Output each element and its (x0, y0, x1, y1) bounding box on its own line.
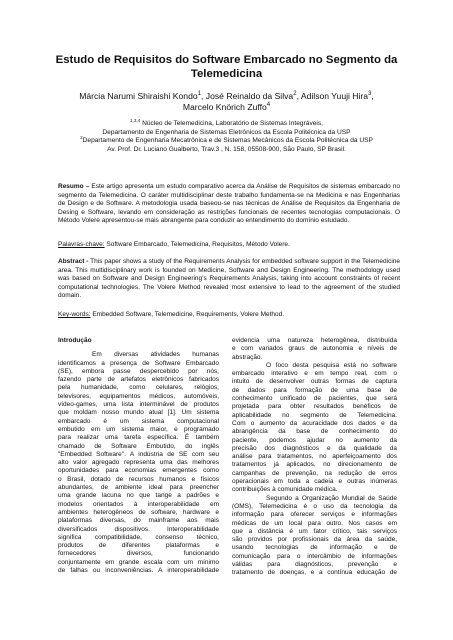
text-line: (OMS), Telemedicina é o uso da tecnologia da (232, 502, 397, 510)
text-line: paciente, podemos ajudar no aumento da (232, 436, 397, 444)
author-4: Marcelo Knörich Zuffo (182, 102, 267, 112)
author-1-sup: 1 (197, 91, 201, 98)
text-line: significa compatibilidade, consenso técnico, (58, 533, 219, 541)
text-line: aplicabilidade no segmento de Telemedicina. (232, 411, 397, 419)
affiliation-line-4: Av. Prof. Dr. Luciano Gualberto, Trav.3 , N. 158, 05508-900, São Paulo, SP Brasil. (107, 145, 346, 153)
abstract-paragraph (58, 258, 400, 301)
author-2-sup: 2 (293, 91, 297, 98)
text-line: oportunidades para economias emergentes como (58, 467, 219, 475)
text-line: precisão dos diagnósticos e da qualidade da (232, 444, 397, 452)
author-3-comma: , (371, 91, 374, 101)
resumo-label: Resumo – (58, 183, 90, 190)
author-4-sup: 4 (266, 102, 271, 109)
text-line: campanhas de prevenção, na redução de erros (232, 469, 397, 477)
affiliations (40, 117, 413, 154)
palavras-chave-label: Palavras-chave: (58, 241, 105, 248)
affiliation-sup-1: 1,3,4 (129, 117, 141, 123)
affiliation-line-3 (40, 137, 413, 146)
body-column-left (58, 337, 219, 575)
text-line: televisores, equipamentos médicos, automóveis, (58, 392, 219, 400)
text-line: que moldam nosso mundo atual [1]. Um sistema (58, 409, 219, 417)
text-line: chamado de Software Embutido, do inglês (58, 442, 219, 450)
text-line: embarcado é um sistema computacional (58, 417, 219, 425)
keywords-label: Key-words: (58, 311, 91, 318)
title-line-1: Estudo de Requisitos do Software Embarcado no Segmento da (55, 54, 398, 66)
text-line: informação para oferecer serviços e informações (232, 511, 397, 519)
abstract-text: This paper shows a study of the Requirements Analysis for embedded software support in the Telemedicine area. This multidisciplinary work is founded on Medicine, Software and Design Engineering. The methodology used was based on Software and Design Engineering’s Requirements Analysis, taking into account constraints of recent computational technologies. The Volere Method revealed most extensive to lead to the agreement of the studied domain. (58, 258, 400, 299)
text-line: de dados para formação de uma base de (232, 386, 397, 394)
affiliation-line-2: Departamento de Engenharia de Sistemas Eletrônicos da Escola Politécnica da USP (102, 128, 351, 136)
text-line: plataformas diversas, do mainframe aos mais (58, 517, 219, 525)
text-line: abundantes, de ambiente ideal para preencher (58, 484, 219, 492)
text-line: operacionais em toda a cadeia e outras inúmeras (232, 478, 397, 486)
affiliation-line-1 (40, 117, 413, 129)
text-line: uma grande lacuna no que tange a padrões e (58, 492, 219, 500)
text-line: que a distância é um fator crítico, tais serviços (232, 527, 397, 535)
text-line: conhecimento unificado de pacientes, que será (232, 395, 397, 403)
text-line: usando tecnologias de informação e de (232, 544, 397, 552)
affiliation-text-3: Departamento de Engenharia Mecatrônica e de Sistemas Mecânicos da Escola Politécnica da USP (82, 137, 373, 145)
authors-line-1 (40, 91, 413, 102)
text-line: médicas de um local para outro. Nos casos em (232, 519, 397, 527)
text-line: e com variados graus de autonomia e níveis de (232, 345, 397, 353)
text-line: identificamos a presença de Software Embarcado (58, 359, 219, 367)
text-line: projetada para obter resultados benéficos de (232, 403, 397, 411)
text-line: para realizar uma tarefa específica. É também (58, 434, 219, 442)
text-line: o Brasil, dotado de recursos humanos e físicos (58, 475, 219, 483)
body-column-right (232, 337, 397, 578)
author-3: , Adilson Yuuji Hira (296, 91, 369, 101)
text-line: análise para tratamentos, no aperfeiçoamento dos (232, 453, 397, 461)
text-line: de falhas ou inconveniências. A interoperabilidade (58, 567, 219, 575)
text-line: abrangência da base de conhecimento do (232, 428, 397, 436)
affiliation-text-1: Núcleo de Telemedicina, Laboratório de Sistemas Integráveis, (140, 120, 324, 127)
authors-line-2 (40, 102, 413, 113)
text-line: modelos orientados à interoperabilidade em (58, 500, 219, 508)
resumo-paragraph (58, 183, 400, 226)
text-line: vídeo-games, uma lista interminável de produtos (58, 401, 219, 409)
palavras-chave-line (58, 241, 400, 250)
author-2: , José Reinaldo da Silva (201, 91, 294, 101)
abstract-label: Abstract - (58, 258, 89, 265)
text-line: são providos por profissionais da área da saúde, (232, 536, 397, 544)
text-line: evidencia uma natureza heterogênea, distribuída (232, 337, 397, 344)
text-line: válidas para diagnósticos, prevenção e (232, 561, 397, 569)
palavras-chave-text: Software Embarcado, Telemedicina, Requisitos, Método Volere. (104, 241, 290, 248)
resumo-text: Este artigo apresenta um estudo comparativo acerca da Análise de Requisitos de sistemas embarcado no segmento da Telemedicina. O caráter multidisciplinar deste trabalho fundamenta-se na Medicina e nas Engenharias de Design e de Software. A metodologia usada baseou-se nas técnicas de Análise de Requisitos da Engenharia de Desing e Software, levando em consideração as restrições funcionais de recentes tecnologias computacionais. O Método Volere apresentou-se mais abrangente para conduzir ao entendimento do domínio estudado. (58, 183, 400, 224)
text-line: diversificados dispositivos. Interoperabilidade (58, 525, 219, 533)
text-line: Segundo a Organização Mundial de Saúde (266, 494, 397, 502)
text-line: conjuntamente em grande escala com um mínimo (58, 558, 219, 566)
text-line: tratamento de doenças, e a contínua educação de (232, 569, 397, 577)
text-line: O foco desta pesquisa está no software (266, 361, 397, 369)
text-line: alto valor agregado representa uma das melhores (58, 459, 219, 467)
text-line: contribuições à comunidade médica. (232, 486, 338, 494)
text-line: comunicação para o intercâmbio de informações (232, 552, 397, 560)
author-1: Márcia Narumi Shiraishi Kondo (79, 91, 198, 101)
paper-title (40, 53, 413, 81)
author-list (40, 91, 413, 113)
text-line: fornecedores diversos, funcionando (58, 550, 219, 558)
text-line: embarcado interativo e em tempo real, com o (232, 370, 397, 378)
text-line: ambientes heterogêneos de software, hardware e (58, 508, 219, 516)
text-line: Com o aumento da acuracidade dos dados e da (232, 419, 397, 427)
text-line: (SE), embora passe despercebido por nós, (58, 367, 219, 375)
section-heading-introducao: Introdução (58, 337, 92, 344)
text-line: tratamentos já aplicados, no direcionamento de (232, 461, 397, 469)
text-line: produtos de diferentes plataformas e (58, 542, 219, 550)
affiliation-sup-2: 2 (80, 135, 83, 140)
text-line: embutido em um sistema maior, e programado (58, 425, 219, 433)
text-line: fazendo parte de artefatos eletrônicos fabricados (58, 376, 219, 384)
author-3-sup: 3 (368, 91, 372, 98)
keywords-line (58, 311, 400, 320)
title-line-2: Telemedicina (190, 68, 263, 80)
text-line: "Embedded Software". A indústria de SE com seu (58, 450, 219, 458)
keywords-text: Embedded Software, Telemedicine, Requirements, Volere Method. (90, 311, 285, 318)
text-line: pela humanidade, como celulares, relógios, (58, 384, 219, 392)
text-line: intuito de desenvolver outras formas de captura (232, 378, 397, 386)
text-line: abstração. (232, 353, 263, 361)
text-line: Em diversas atividades humanas (92, 351, 219, 359)
